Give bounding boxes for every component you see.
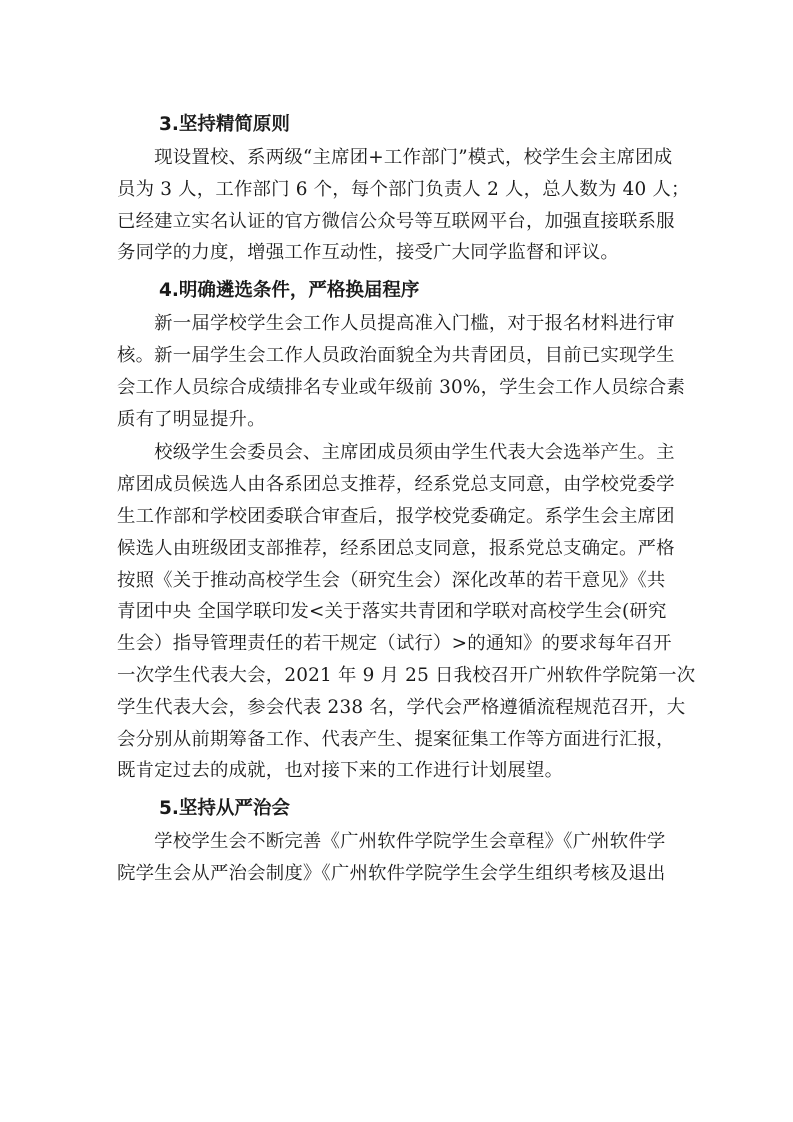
section-heading: 3.坚持精简原则 <box>159 114 290 135</box>
paragraph <box>117 142 690 269</box>
text-line: 现设置校、系两级“主席团+工作部门”模式，校学生会主席团成 <box>117 147 673 168</box>
text-line: 会分别从前期筹备工作、代表产生、提案征集工作等方面进行汇报， <box>117 728 675 750</box>
paragraph <box>117 437 696 787</box>
paragraph <box>117 308 686 435</box>
section-heading: 5.坚持从严治会 <box>159 798 290 820</box>
text-line: 生工作部和学校团委联合审查后，报学校党委确定。系学生会主席团 <box>117 505 675 527</box>
text-line: 席团成员候选人由各系团总支推荐，经系党总支同意，由学校党委学 <box>117 474 675 496</box>
text-line: 员为 3 人，工作部门 6 个，每个部门负责人 2 人，总人数为 40 人； <box>117 178 690 200</box>
text-line: 生会）指导管理责任的若干规定（试行）>的通知》的要求每年召开 <box>117 633 672 655</box>
text-line: 按照《关于推动高校学生会（研究生会）深化改革的若干意见》《共 <box>117 569 666 591</box>
text-line: 会工作人员综合成绩排名专业或年级前 30%，学生会工作人员综合素 <box>117 376 686 398</box>
text-line: 质有了明显提升。 <box>117 408 266 430</box>
text-line: 院学生会从严治会制度》《广州软件学院学生会学生组织考核及退出 <box>117 862 666 884</box>
document-body <box>117 108 696 890</box>
text-line: 候选人由班级团支部推荐，经系团总支同意，报系党总支确定。严格 <box>117 537 675 559</box>
text-line: 新一届学校学生会工作人员提高准入门槛，对于报名材料进行审 <box>117 313 675 335</box>
text-line: 学校学生会不断完善《广州软件学院学生会章程》《广州软件学 <box>117 831 666 853</box>
text-line: 学生代表大会，参会代表 238 名，学代会严格遵循流程规范召开，大 <box>117 696 686 718</box>
text-line: 务同学的力度，增强工作互动性，接受广大同学监督和评议。 <box>117 242 619 264</box>
text-line: 核。新一届学生会工作人员政治面貌全为共青团员，目前已实现学生 <box>117 344 675 366</box>
text-line: 校级学生会委员会、主席团成员须由学生代表大会选举产生。主 <box>117 442 675 464</box>
paragraph <box>117 826 679 890</box>
text-line: 已经建立实名认证的官方微信公众号等互联网平台，加强直接联系服 <box>117 210 675 232</box>
text-line: 青团中央 全国学联印发<关于落实共青团和学联对高校学生会(研究 <box>117 601 667 623</box>
text-line: 一次学生代表大会，2021 年 9 月 25 日我校召开广州软件学院第一次 <box>117 664 696 686</box>
text-line: 既肯定过去的成就，也对接下来的工作进行计划展望。 <box>117 760 564 782</box>
section-heading: 4.明确遴选条件，严格换届程序 <box>159 280 420 302</box>
